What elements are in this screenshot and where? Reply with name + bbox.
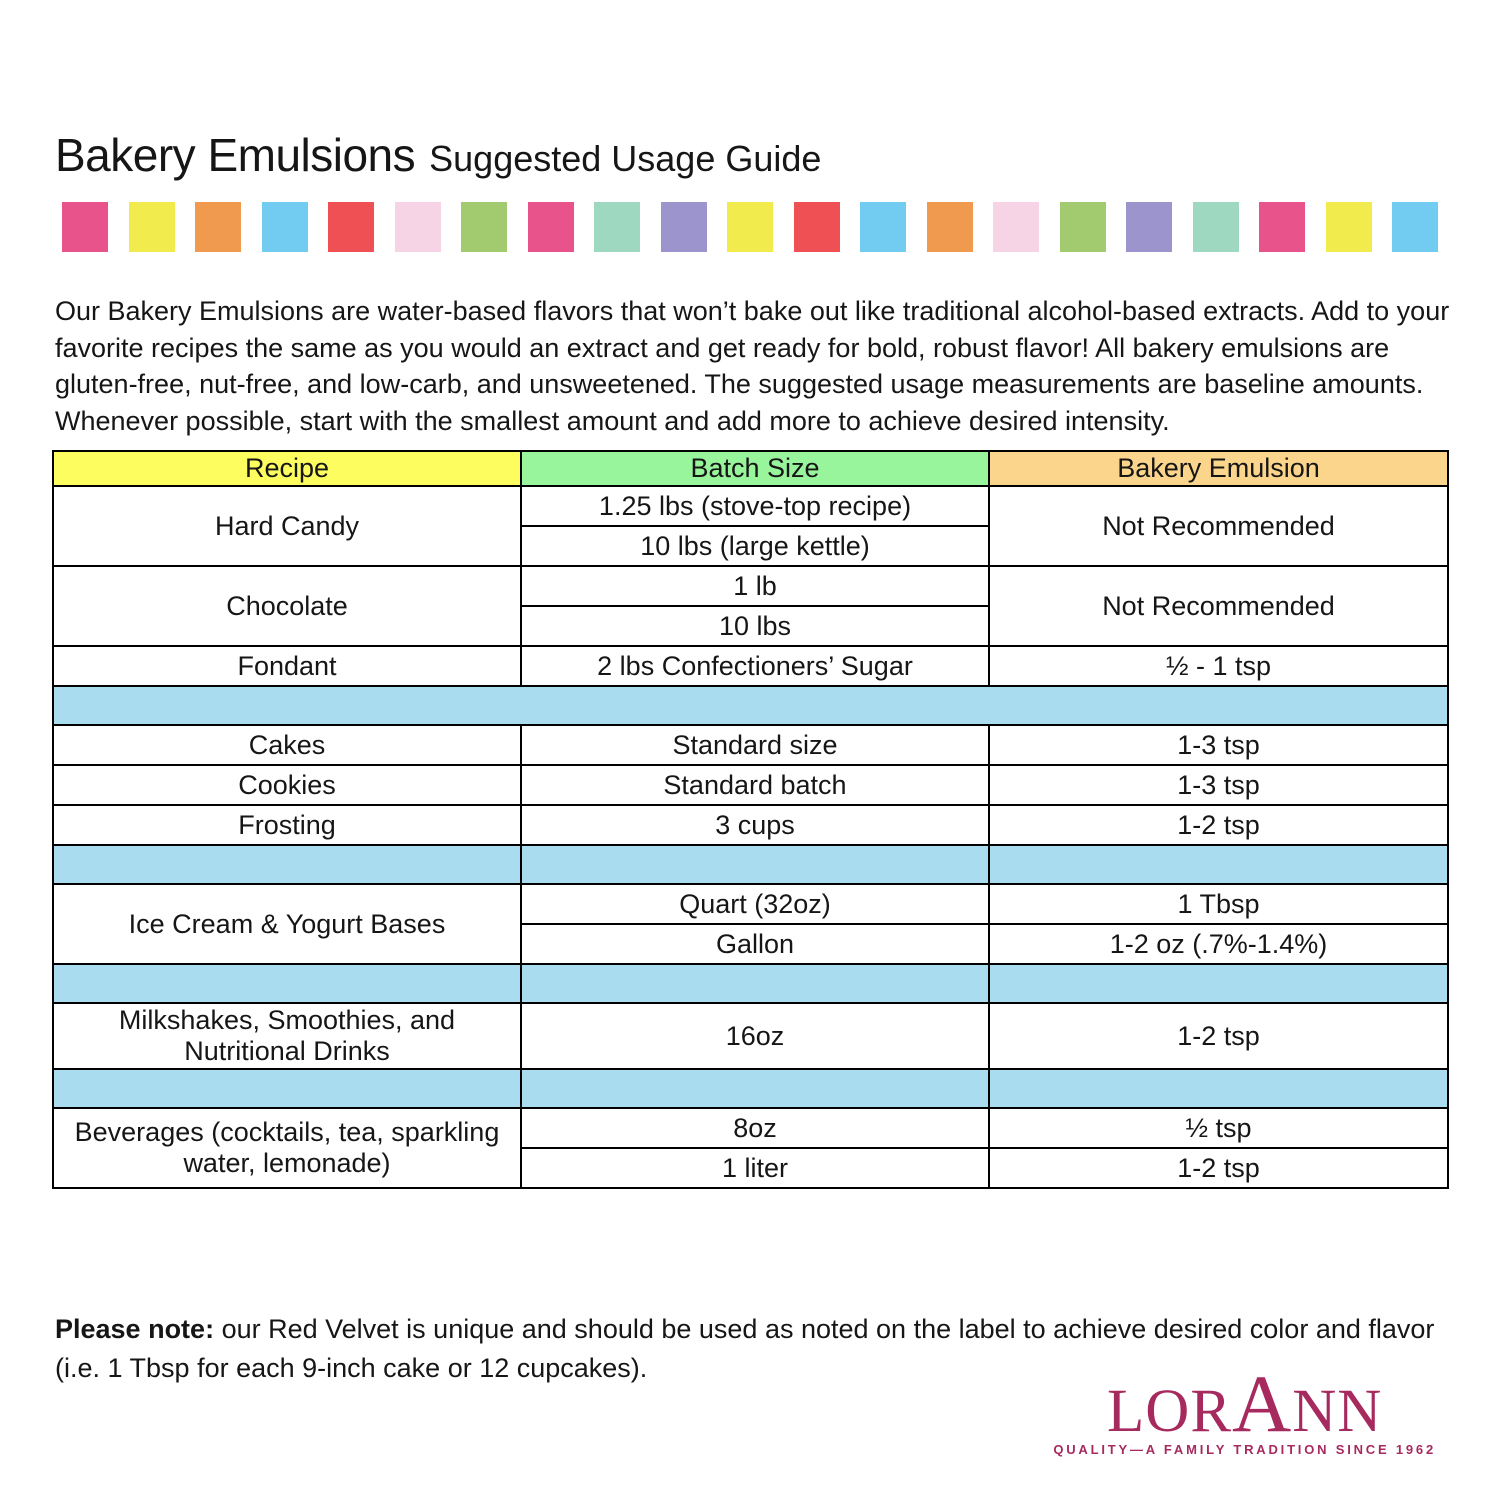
- table-row: [53, 725, 1448, 765]
- color-swatch: [927, 202, 973, 252]
- table-row: [53, 765, 1448, 805]
- logo-part: A: [1232, 1358, 1293, 1449]
- cell-cookies-batch: Standard batch: [521, 765, 989, 805]
- cell-chocolate-batch-1: 1 lb: [521, 566, 989, 606]
- separator-cell: [521, 845, 989, 884]
- cell-cakes-recipe: Cakes: [53, 725, 521, 765]
- separator-cell: [53, 1069, 521, 1108]
- cell-ice-cream-emulsion-2: 1-2 oz (.7%-1.4%): [989, 924, 1448, 964]
- footnote-text: our Red Velvet is unique and should be used as noted on the label to achieve desired color and flavor (i.e. 1 Tbsp for each 9-inch cake or 12 cupcakes).: [55, 1314, 1435, 1383]
- table-row: [53, 1108, 1448, 1148]
- cell-ice-cream-batch-1: Quart (32oz): [521, 884, 989, 924]
- color-swatch: [727, 202, 773, 252]
- cell-cakes-emulsion: 1-3 tsp: [989, 725, 1448, 765]
- color-swatch: [528, 202, 574, 252]
- color-swatch: [129, 202, 175, 252]
- separator-row: [53, 845, 1448, 884]
- cell-hard-candy-recipe: Hard Candy: [53, 486, 521, 566]
- usage-table: [52, 450, 1449, 1189]
- separator-cell: [53, 964, 521, 1003]
- color-swatch: [1126, 202, 1172, 252]
- separator-cell: [53, 686, 1448, 725]
- cell-frosting-recipe: Frosting: [53, 805, 521, 845]
- color-swatch: [1259, 202, 1305, 252]
- separator-cell: [521, 1069, 989, 1108]
- col-header-bakery-emulsion: Bakery Emulsion: [989, 451, 1448, 486]
- cell-beverages-batch-1: 8oz: [521, 1108, 989, 1148]
- separator-cell: [989, 964, 1448, 1003]
- cell-hard-candy-batch-1: 1.25 lbs (stove-top recipe): [521, 486, 989, 526]
- separator-cell: [53, 845, 521, 884]
- separator-cell: [989, 1069, 1448, 1108]
- color-swatch: [794, 202, 840, 252]
- lorann-logo-tagline: QUALITY—A FAMILY TRADITION SINCE 1962: [1053, 1442, 1436, 1457]
- page-title-sub: Suggested Usage Guide: [429, 138, 822, 179]
- col-header-recipe: Recipe: [53, 451, 521, 486]
- cell-beverages-emulsion-1: ½ tsp: [989, 1108, 1448, 1148]
- col-header-batch-size: Batch Size: [521, 451, 989, 486]
- color-swatch: [1392, 202, 1438, 252]
- color-swatch: [62, 202, 108, 252]
- cell-ice-cream-recipe: Ice Cream & Yogurt Bases: [53, 884, 521, 964]
- cell-frosting-emulsion: 1-2 tsp: [989, 805, 1448, 845]
- separator-cell: [989, 845, 1448, 884]
- color-swatch: [993, 202, 1039, 252]
- intro-paragraph: Our Bakery Emulsions are water-based flavors that won’t bake out like traditional alcohol-based extracts. Add to your favorite recipes the same as you would an extract and get ready for bold, robust flavor! All bakery emulsions are gluten-free, nut-free, and low-carb, and unsweetened. The suggested usage measurements are baseline amounts. Whenever possible, start with the smallest amount and add more to achieve desired intensity.: [55, 296, 1450, 436]
- color-swatch: [262, 202, 308, 252]
- cell-fondant-batch: 2 lbs Confectioners’ Sugar: [521, 646, 989, 686]
- logo-part: LOR: [1107, 1378, 1232, 1445]
- cell-ice-cream-batch-2: Gallon: [521, 924, 989, 964]
- cell-cookies-recipe: Cookies: [53, 765, 521, 805]
- logo-part: NN: [1292, 1378, 1383, 1445]
- color-swatch: [1060, 202, 1106, 252]
- color-swatch-strip: [62, 202, 1438, 252]
- cell-hard-candy-emulsion: Not Recommended: [989, 486, 1448, 566]
- cell-beverages-batch-2: 1 liter: [521, 1148, 989, 1188]
- cell-chocolate-batch-2: 10 lbs: [521, 606, 989, 646]
- color-swatch: [1326, 202, 1372, 252]
- color-swatch: [328, 202, 374, 252]
- table-row: [53, 1003, 1448, 1069]
- color-swatch: [860, 202, 906, 252]
- cell-chocolate-emulsion: Not Recommended: [989, 566, 1448, 646]
- color-swatch: [1193, 202, 1239, 252]
- cell-beverages-recipe: Beverages (cocktails, tea, sparkling water, lemonade): [53, 1108, 521, 1188]
- separator-row: [53, 686, 1448, 725]
- color-swatch: [395, 202, 441, 252]
- cell-beverages-emulsion-2: 1-2 tsp: [989, 1148, 1448, 1188]
- table-header-row: [53, 451, 1448, 486]
- page-title-main: Bakery Emulsions: [55, 129, 416, 181]
- lorann-logo: [1053, 1358, 1436, 1457]
- lorann-logo-wordmark: [1053, 1358, 1436, 1449]
- footnote-label: Please note:: [55, 1314, 215, 1344]
- cell-milkshakes-batch: 16oz: [521, 1003, 989, 1069]
- cell-frosting-batch: 3 cups: [521, 805, 989, 845]
- color-swatch: [661, 202, 707, 252]
- color-swatch: [594, 202, 640, 252]
- color-swatch: [195, 202, 241, 252]
- usage-table-container: [52, 450, 1447, 1189]
- table-row: [53, 486, 1448, 526]
- cell-chocolate-recipe: Chocolate: [53, 566, 521, 646]
- separator-row: [53, 964, 1448, 1003]
- table-row: [53, 566, 1448, 606]
- cell-hard-candy-batch-2: 10 lbs (large kettle): [521, 526, 989, 566]
- table-row: [53, 805, 1448, 845]
- separator-row: [53, 1069, 1448, 1108]
- cell-fondant-emulsion: ½ - 1 tsp: [989, 646, 1448, 686]
- cell-milkshakes-recipe: Milkshakes, Smoothies, and Nutritional Drinks: [53, 1003, 521, 1069]
- cell-cookies-emulsion: 1-3 tsp: [989, 765, 1448, 805]
- page-title: [55, 128, 821, 182]
- cell-cakes-batch: Standard size: [521, 725, 989, 765]
- color-swatch: [461, 202, 507, 252]
- cell-ice-cream-emulsion-1: 1 Tbsp: [989, 884, 1448, 924]
- table-row: [53, 884, 1448, 924]
- cell-milkshakes-emulsion: 1-2 tsp: [989, 1003, 1448, 1069]
- cell-fondant-recipe: Fondant: [53, 646, 521, 686]
- table-row: [53, 646, 1448, 686]
- separator-cell: [521, 964, 989, 1003]
